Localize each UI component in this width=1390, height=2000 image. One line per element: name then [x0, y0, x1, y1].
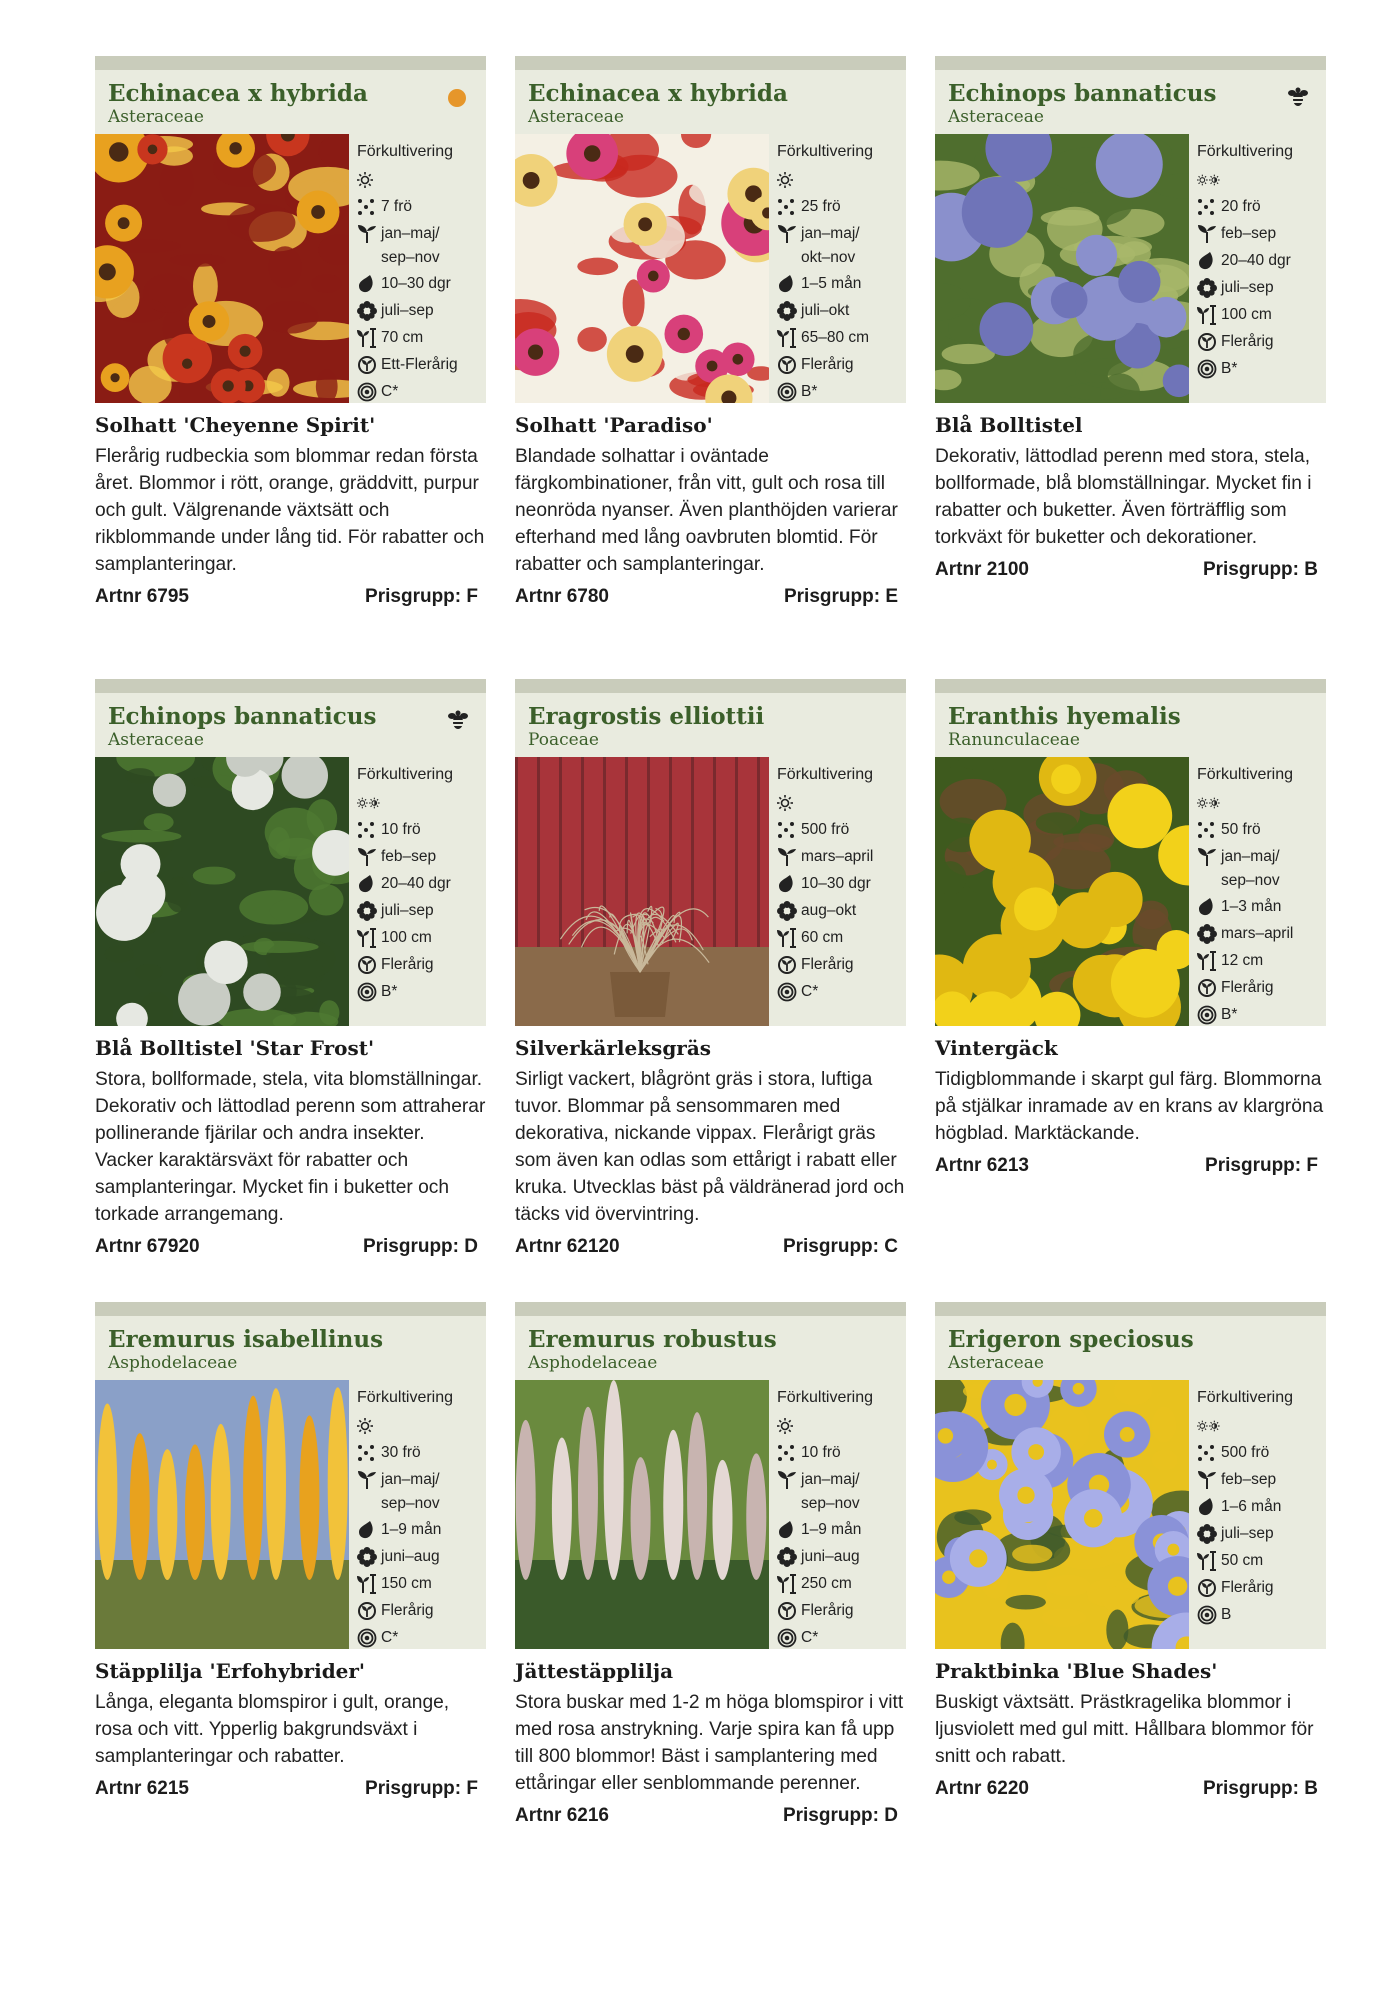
- sprout-icon: [357, 1466, 381, 1493]
- sprout-icon: [357, 843, 381, 870]
- latin-name: Echinops bannaticus: [108, 703, 377, 730]
- sowing-line: sep–nov: [381, 1495, 440, 1512]
- bloom-period: juli–sep: [1197, 1520, 1325, 1547]
- sowing-period: [357, 1466, 485, 1516]
- common-name: Blå Bolltistel: [935, 413, 1083, 437]
- product-card-8: [515, 1302, 906, 1925]
- germination-time: 1–3 mån: [1197, 893, 1325, 920]
- sowing-period: [777, 843, 905, 870]
- lifecycle-icon: [357, 351, 381, 378]
- plant-height: 50 cm: [1197, 1547, 1325, 1574]
- cultivation-specs: [357, 763, 485, 1005]
- life-cycle: Flerårig: [357, 1597, 485, 1624]
- seed-count: 500 frö: [1197, 1439, 1325, 1466]
- product-footer: [515, 586, 898, 608]
- bee-icon: [448, 709, 468, 729]
- sun-icon: [777, 1412, 801, 1439]
- sprout-icon: [357, 220, 381, 247]
- common-name: Stäpplilja 'Erfohybrider': [95, 1659, 366, 1683]
- sowing-period: [777, 1466, 905, 1516]
- product-footer: [95, 1778, 478, 1800]
- seeds-icon: [777, 1439, 801, 1466]
- flower-icon: [1197, 274, 1221, 301]
- latin-name: Echinops bannaticus: [948, 80, 1217, 107]
- seed-count: 30 frö: [357, 1439, 485, 1466]
- seeds-icon: [357, 193, 381, 220]
- seed-group: C*: [357, 378, 485, 405]
- target-icon: [1197, 1001, 1221, 1028]
- product-grid: [95, 56, 1326, 1925]
- sun-requirement: [357, 789, 485, 816]
- plant-photo: [95, 757, 349, 1026]
- info-panel: [515, 679, 906, 1026]
- sun-halfsun-icon: [1197, 1412, 1221, 1439]
- sun-requirement: [1197, 789, 1325, 816]
- pre-cultivation-label: Förkultivering: [777, 1389, 874, 1406]
- article-number: Artnr 6780: [515, 586, 609, 607]
- seed-group: C*: [777, 978, 905, 1005]
- description: Flerårig rudbeckia som blommar redan första året. Blommor i rött, orange, gräddvitt, purpur och gult. Välgrenande växtsätt och rikblommande under lång tid. För rabatter och samplanteringar.: [95, 446, 485, 575]
- price-group: Prisgrupp: F: [365, 586, 478, 607]
- plant-family: Asphodelaceae: [528, 1353, 658, 1373]
- bloom-period: juli–sep: [1197, 274, 1325, 301]
- sun-requirement: [777, 166, 905, 193]
- product-card-7: [95, 1302, 486, 1925]
- sun-requirement: [1197, 1412, 1325, 1439]
- sprout-icon: [1197, 843, 1221, 870]
- plant-height: 250 cm: [777, 1570, 905, 1597]
- target-icon: [777, 378, 801, 405]
- product-card-3: [935, 56, 1326, 679]
- product-card-5: [515, 679, 906, 1302]
- plant-photo: [515, 1380, 769, 1649]
- cultivation-specs: [357, 1386, 485, 1651]
- latin-name: Eremurus robustus: [528, 1326, 777, 1353]
- sprout-icon: [777, 843, 801, 870]
- life-cycle: Flerårig: [777, 351, 905, 378]
- product-card-4: [95, 679, 486, 1302]
- pre-cultivation-label: Förkultivering: [357, 1389, 454, 1406]
- pre-cultivation-label: Förkultivering: [357, 766, 454, 783]
- plant-height: 65–80 cm: [777, 324, 905, 351]
- seed-count: 50 frö: [1197, 816, 1325, 843]
- sun-requirement: [357, 1412, 485, 1439]
- lifecycle-icon: [1197, 1574, 1221, 1601]
- height-icon: [357, 324, 381, 351]
- common-name: Solhatt 'Cheyenne Spirit': [95, 413, 376, 437]
- common-name: Solhatt 'Paradiso': [515, 413, 713, 437]
- latin-name: Eranthis hyemalis: [948, 703, 1181, 730]
- plant-height: 150 cm: [357, 1570, 485, 1597]
- target-icon: [1197, 355, 1221, 382]
- lifecycle-icon: [777, 951, 801, 978]
- plant-height: 100 cm: [357, 924, 485, 951]
- pre-cultivation-label: Förkultivering: [1197, 143, 1294, 160]
- description: Långa, eleganta blomspiror i gult, orange, rosa och vitt. Ypperlig bakgrundsväxt i samplanteringar och rabatter.: [95, 1692, 450, 1767]
- sowing-period: [777, 220, 905, 270]
- seed-drop-icon: [777, 870, 801, 897]
- flower-icon: [357, 297, 381, 324]
- germination-time: 10–30 dgr: [777, 870, 905, 897]
- seeds-icon: [777, 816, 801, 843]
- info-panel: [95, 679, 486, 1026]
- info-panel: [935, 679, 1326, 1026]
- cultivation-specs: [1197, 763, 1325, 1028]
- common-name: Blå Bolltistel 'Star Frost': [95, 1036, 375, 1060]
- seed-drop-icon: [1197, 893, 1221, 920]
- seed-group: B*: [357, 978, 485, 1005]
- life-cycle: Flerårig: [357, 951, 485, 978]
- bloom-period: juli–okt: [777, 297, 905, 324]
- height-icon: [777, 324, 801, 351]
- plant-photo: [95, 134, 349, 403]
- bloom-period: juni–aug: [777, 1543, 905, 1570]
- description: Buskigt växtsätt. Prästkragelika blommor i ljusviolett med gul mitt. Hållbara blommor för snitt och rabatt.: [935, 1692, 1314, 1767]
- price-group: Prisgrupp: F: [1205, 1155, 1318, 1176]
- product-card-1: [95, 56, 486, 679]
- seed-count: 7 frö: [357, 193, 485, 220]
- height-icon: [777, 924, 801, 951]
- germination-time: 20–40 dgr: [1197, 247, 1325, 274]
- bloom-period: aug–okt: [777, 897, 905, 924]
- price-group: Prisgrupp: D: [362, 1236, 478, 1257]
- target-icon: [777, 978, 801, 1005]
- target-icon: [357, 978, 381, 1005]
- sowing-line: sep–nov: [801, 1495, 860, 1512]
- article-number: Artnr 6795: [95, 586, 189, 607]
- germination-time: 1–5 mån: [777, 270, 905, 297]
- plant-family: Poaceae: [528, 730, 599, 750]
- height-icon: [777, 1570, 801, 1597]
- plant-family: Asphodelaceae: [108, 1353, 238, 1373]
- common-name: Silverkärleksgräs: [515, 1036, 712, 1060]
- sowing-period: [1197, 843, 1325, 893]
- germination-time: 20–40 dgr: [357, 870, 485, 897]
- seeds-icon: [1197, 1439, 1221, 1466]
- seed-group: B*: [777, 378, 905, 405]
- sun-icon: [777, 166, 801, 193]
- sowing-line: okt–nov: [801, 249, 856, 266]
- target-icon: [357, 1624, 381, 1651]
- sun-halfsun-icon: [357, 789, 381, 816]
- lifecycle-icon: [357, 951, 381, 978]
- seed-count: 10 frö: [357, 816, 485, 843]
- article-number: Artnr 62120: [515, 1236, 620, 1257]
- sowing-line: jan–maj/: [1221, 848, 1280, 865]
- seed-drop-icon: [1197, 1493, 1221, 1520]
- info-panel: [935, 56, 1326, 403]
- life-cycle: Flerårig: [777, 1597, 905, 1624]
- bloom-period: juni–aug: [357, 1543, 485, 1570]
- height-icon: [1197, 301, 1221, 328]
- orange-dot-icon: [448, 89, 466, 107]
- lifecycle-icon: [357, 1597, 381, 1624]
- flower-icon: [777, 897, 801, 924]
- plant-family: Asteraceae: [948, 1353, 1044, 1373]
- sowing-period: [1197, 1466, 1325, 1493]
- cultivation-specs: [1197, 1386, 1325, 1628]
- seed-count: 25 frö: [777, 193, 905, 220]
- sowing-line: feb–sep: [381, 848, 437, 865]
- product-footer: [515, 1805, 898, 1827]
- seed-drop-icon: [357, 1516, 381, 1543]
- sowing-line: mars–april: [801, 848, 874, 865]
- description: Blandade solhattar i oväntade färgkombinationer, från vitt, gult och rosa till neonröda nyanser. Även planthöjden varierar efterhand med lång oavbruten blomtid. För rabatter och samplanteringar.: [515, 446, 898, 575]
- lifecycle-icon: [1197, 974, 1221, 1001]
- info-panel: [515, 56, 906, 403]
- sowing-period: [357, 843, 485, 870]
- seed-drop-icon: [357, 870, 381, 897]
- price-group: Prisgrupp: B: [1202, 1778, 1318, 1799]
- article-number: Artnr 2100: [935, 559, 1029, 580]
- height-icon: [357, 1570, 381, 1597]
- flower-icon: [777, 1543, 801, 1570]
- latin-name: Erigeron speciosus: [948, 1326, 1194, 1353]
- sun-requirement: [777, 789, 905, 816]
- cultivation-specs: [357, 140, 485, 405]
- seed-group: C*: [777, 1624, 905, 1651]
- article-number: Artnr 67920: [95, 1236, 200, 1257]
- germination-time: 1–6 mån: [1197, 1493, 1325, 1520]
- sun-halfsun-icon: [1197, 789, 1221, 816]
- sun-halfsun-icon: [1197, 166, 1221, 193]
- germination-time: 10–30 dgr: [357, 270, 485, 297]
- info-panel: [515, 1302, 906, 1649]
- seeds-icon: [1197, 816, 1221, 843]
- price-group: Prisgrupp: F: [365, 1778, 478, 1799]
- plant-family: Asteraceae: [108, 730, 204, 750]
- flower-icon: [357, 1543, 381, 1570]
- sprout-icon: [777, 220, 801, 247]
- sun-icon: [357, 1412, 381, 1439]
- life-cycle: Flerårig: [1197, 974, 1325, 1001]
- plant-height: 100 cm: [1197, 301, 1325, 328]
- target-icon: [357, 378, 381, 405]
- description: Sirligt vackert, blågrönt gräs i stora, luftiga tuvor. Blommar på sensommaren med dekorativa, nickande vippax. Flerårigt gräs som även kan odlas som ettårigt i rabatt eller kruka. Utvecklas bäst på väldränerad jord och täcks vid övervintring.: [515, 1069, 905, 1225]
- seed-drop-icon: [777, 1516, 801, 1543]
- lifecycle-icon: [777, 351, 801, 378]
- product-card-6: [935, 679, 1326, 1302]
- pre-cultivation-label: Förkultivering: [1197, 1389, 1294, 1406]
- sun-requirement: [777, 1412, 905, 1439]
- sun-requirement: [1197, 166, 1325, 193]
- seed-group: B: [1197, 1601, 1325, 1628]
- plant-height: 12 cm: [1197, 947, 1325, 974]
- latin-name: Echinacea x hybrida: [528, 80, 788, 107]
- bee-icon: [1288, 86, 1308, 106]
- plant-photo: [515, 134, 769, 403]
- info-panel: [95, 56, 486, 403]
- common-name: Praktbinka 'Blue Shades': [935, 1659, 1218, 1683]
- life-cycle: Flerårig: [777, 951, 905, 978]
- product-card-9: [935, 1302, 1326, 1925]
- seed-drop-icon: [1197, 247, 1221, 274]
- seed-count: 10 frö: [777, 1439, 905, 1466]
- flower-icon: [1197, 1520, 1221, 1547]
- flower-icon: [777, 297, 801, 324]
- sowing-line: jan–maj/: [801, 1471, 860, 1488]
- flower-icon: [357, 897, 381, 924]
- life-cycle: Ett-Flerårig: [357, 351, 485, 378]
- seed-group: B*: [1197, 1001, 1325, 1028]
- sowing-line: feb–sep: [1221, 1471, 1277, 1488]
- cultivation-specs: [777, 1386, 905, 1651]
- price-group: Prisgrupp: C: [782, 1236, 898, 1257]
- seed-drop-icon: [357, 270, 381, 297]
- latin-name: Eragrostis elliottii: [528, 703, 765, 730]
- sowing-line: jan–maj/: [381, 225, 440, 242]
- life-cycle: Flerårig: [1197, 328, 1325, 355]
- cultivation-specs: [777, 140, 905, 405]
- seed-drop-icon: [777, 270, 801, 297]
- product-footer: [935, 559, 1318, 581]
- seed-group: C*: [357, 1624, 485, 1651]
- sun-icon: [777, 789, 801, 816]
- pre-cultivation-label: Förkultivering: [357, 143, 454, 160]
- sowing-line: jan–maj/: [801, 225, 860, 242]
- plant-photo: [935, 757, 1189, 1026]
- height-icon: [1197, 947, 1221, 974]
- plant-family: Asteraceae: [528, 107, 624, 127]
- sowing-line: sep–nov: [1221, 872, 1280, 889]
- seed-count: 20 frö: [1197, 193, 1325, 220]
- seed-count: 500 frö: [777, 816, 905, 843]
- lifecycle-icon: [777, 1597, 801, 1624]
- sowing-line: feb–sep: [1221, 225, 1277, 242]
- info-panel: [935, 1302, 1326, 1649]
- latin-name: Eremurus isabellinus: [108, 1326, 384, 1353]
- description: Dekorativ, lättodlad perenn med stora, stela, bollformade, blå blomställningar. Mycket fin i rabatter och buketter. Även förträfflig som torkväxt för buketter och dekorationer.: [935, 446, 1312, 548]
- height-icon: [357, 924, 381, 951]
- plant-family: Asteraceae: [948, 107, 1044, 127]
- pre-cultivation-label: Förkultivering: [777, 143, 874, 160]
- description: Stora, bollformade, stela, vita blomställningar. Dekorativ och lättodlad perenn som attraherar pollinerande fjärilar och andra insekter. Vacker karaktärsväxt för rabatter och samplanteringar. Mycket fin i buketter och torkade arrangemang.: [95, 1069, 486, 1225]
- product-footer: [935, 1155, 1318, 1177]
- sprout-icon: [777, 1466, 801, 1493]
- article-number: Artnr 6220: [935, 1778, 1029, 1799]
- plant-family: Asteraceae: [108, 107, 204, 127]
- seeds-icon: [1197, 193, 1221, 220]
- pre-cultivation-label: Förkultivering: [777, 766, 874, 783]
- price-group: Prisgrupp: D: [782, 1805, 898, 1826]
- plant-photo: [935, 1380, 1189, 1649]
- description: Tidigblommande i skarpt gul färg. Blommorna på stjälkar inramade av en krans av klargröna högblad. Marktäckande.: [935, 1069, 1324, 1144]
- sprout-icon: [1197, 220, 1221, 247]
- flower-icon: [1197, 920, 1221, 947]
- germination-time: 1–9 mån: [777, 1516, 905, 1543]
- germination-time: 1–9 mån: [357, 1516, 485, 1543]
- product-footer: [95, 1236, 478, 1258]
- bloom-period: juli–sep: [357, 297, 485, 324]
- product-card-2: [515, 56, 906, 679]
- product-footer: [935, 1778, 1318, 1800]
- price-group: Prisgrupp: B: [1202, 559, 1318, 580]
- seeds-icon: [777, 193, 801, 220]
- plant-photo: [95, 1380, 349, 1649]
- pre-cultivation-label: Förkultivering: [1197, 766, 1294, 783]
- plant-photo: [515, 757, 769, 1026]
- plant-height: 60 cm: [777, 924, 905, 951]
- plant-family: Ranunculaceae: [948, 730, 1080, 750]
- cultivation-specs: [777, 763, 905, 1005]
- plant-height: 70 cm: [357, 324, 485, 351]
- bloom-period: mars–april: [1197, 920, 1325, 947]
- product-footer: [515, 1236, 898, 1258]
- sun-icon: [357, 166, 381, 193]
- height-icon: [1197, 1547, 1221, 1574]
- seeds-icon: [357, 816, 381, 843]
- common-name: Jättestäpplilja: [515, 1659, 674, 1683]
- article-number: Artnr 6216: [515, 1805, 609, 1826]
- seeds-icon: [357, 1439, 381, 1466]
- lifecycle-icon: [1197, 328, 1221, 355]
- sowing-period: [357, 220, 485, 270]
- life-cycle: Flerårig: [1197, 1574, 1325, 1601]
- sowing-line: jan–maj/: [381, 1471, 440, 1488]
- description: Stora buskar med 1-2 m höga blomspiror i vitt med rosa anstrykning. Varje spira kan få upp till 800 blommor! Bäst i samplantering med ettåringar eller senblommande perenner.: [515, 1692, 904, 1794]
- article-number: Artnr 6215: [95, 1778, 189, 1799]
- sowing-line: sep–nov: [381, 249, 440, 266]
- article-number: Artnr 6213: [935, 1155, 1029, 1176]
- target-icon: [1197, 1601, 1221, 1628]
- price-group: Prisgrupp: E: [783, 586, 898, 607]
- product-footer: [95, 586, 478, 608]
- cultivation-specs: [1197, 140, 1325, 382]
- sowing-period: [1197, 220, 1325, 247]
- latin-name: Echinacea x hybrida: [108, 80, 368, 107]
- target-icon: [777, 1624, 801, 1651]
- info-panel: [95, 1302, 486, 1649]
- plant-photo: [935, 134, 1189, 403]
- seed-group: B*: [1197, 355, 1325, 382]
- common-name: Vintergäck: [935, 1036, 1058, 1060]
- bloom-period: juli–sep: [357, 897, 485, 924]
- sun-requirement: [357, 166, 485, 193]
- sprout-icon: [1197, 1466, 1221, 1493]
